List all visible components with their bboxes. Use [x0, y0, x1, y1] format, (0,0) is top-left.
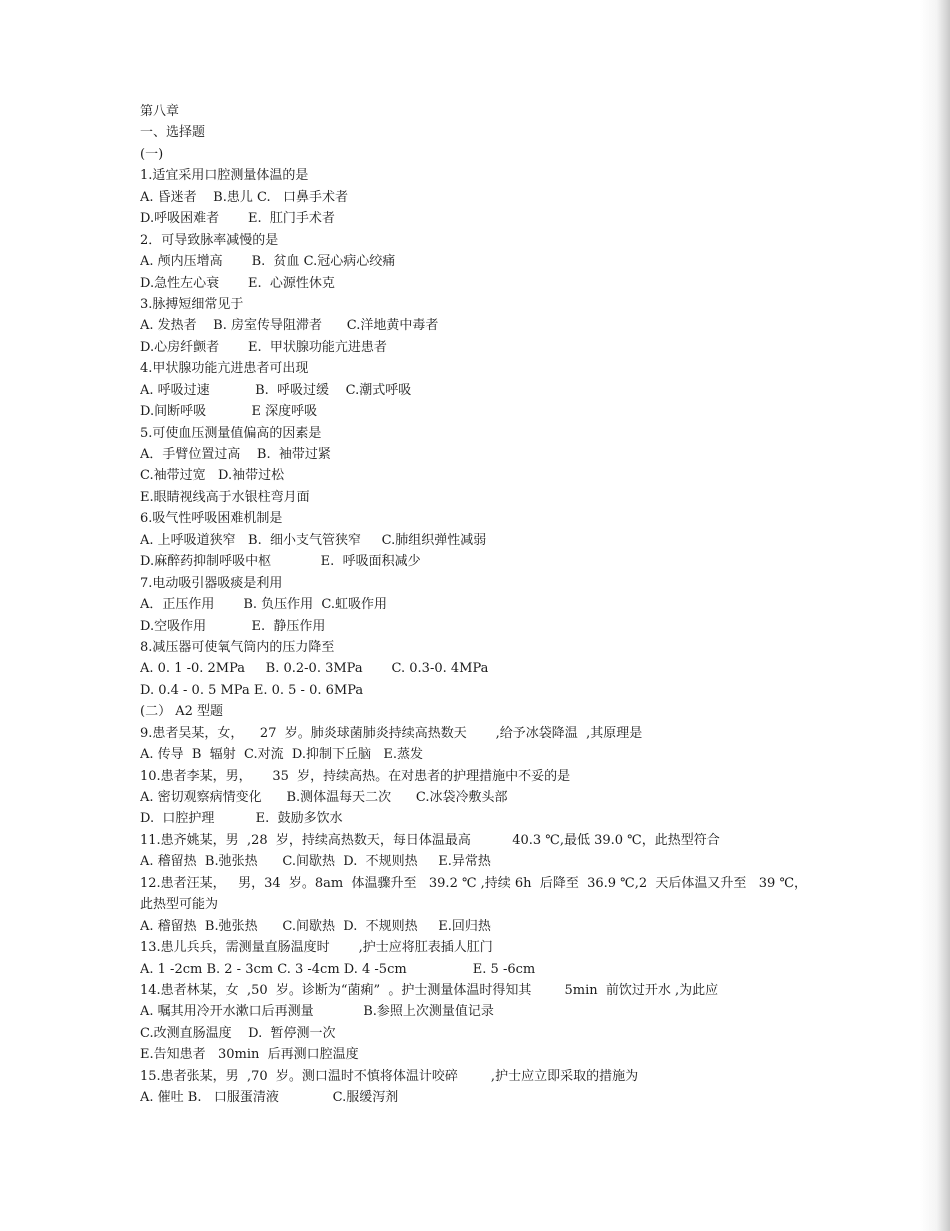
text-line: 4.甲状腺功能亢进患者可出现	[140, 361, 309, 377]
text-line: 7.电动吸引器吸痰是利用	[140, 575, 283, 591]
text-line: C.袖带过宽 D.袖带过松	[140, 468, 285, 484]
text-line: A. 催吐 B. 口服蛋清液 C.服缓泻剂	[140, 1090, 399, 1106]
text-line: A. 上呼吸道狭窄 B. 细小支气管狭窄 C.肺组织弹性减弱	[140, 532, 487, 548]
text-line: 12.患者汪某， 男，34 岁。8am 体温骤升至 39.2 ℃ ,持续 6h 后降至 36.9 ℃,2 天后体温又升至 39 ℃，	[140, 875, 807, 891]
text-line: A. 嘱其用冷开水漱口后再测量 B.参照上次测量值记录	[140, 1004, 494, 1020]
page-edge-shadow	[920, 0, 950, 1231]
text-line: (一)	[140, 146, 164, 162]
text-line: A. 稽留热 B.弛张热 C.间歇热 D. 不规则热 E.异常热	[140, 854, 491, 870]
text-line: A. 发热者 B. 房室传导阻滞者 C.洋地黄中毒者	[140, 318, 439, 334]
text-line: 14.患者林某，女 ,50 岁。诊断为“菌痢” 。护士测量体温时得知其 5min 前饮过开水 ,为此应	[140, 982, 719, 998]
text-line: D.心房纤颤者 E. 甲状腺功能亢进患者	[140, 339, 387, 355]
text-line: 13.患儿兵兵，需测量直肠温度时 ,护士应将肛表插人肛门	[140, 940, 493, 956]
text-line: A. 传导 B 辐射 C.对流 D.抑制下丘脑 E.蒸发	[140, 747, 423, 763]
text-line: 3.脉搏短细常见于	[140, 296, 244, 312]
text-line: 11.患齐姚某，男 ,28 岁，持续高热数天，每日体温最高 40.3 ℃,最低 39.0 ℃，此热型符合	[140, 832, 720, 848]
text-line: 5.可使血压测量值偏高的因素是	[140, 425, 322, 441]
text-line: A．正压作用 B. 负压作用 C.虹吸作用	[140, 597, 388, 613]
text-line: D.呼吸困难者 E. 肛门手术者	[140, 211, 335, 227]
text-line: 一、选择题	[140, 125, 206, 141]
text-line: D. 口腔护理 E. 鼓励多饮水	[140, 811, 343, 827]
text-line: A．手臂位置过高 B. 袖带过紧	[140, 447, 331, 462]
text-line: A. 呼吸过速 B. 呼吸过缓 C.潮式呼吸	[140, 382, 412, 398]
text-line: D.急性左心衰 E. 心源性休克	[140, 275, 335, 291]
text-line: D. 0.4 - 0. 5 MPa E. 0. 5 - 0. 6MPa	[140, 682, 364, 698]
text-line: 2．可导致脉率减慢的是	[140, 232, 279, 248]
text-line: E.眼睛视线高于水银柱弯月面	[140, 489, 310, 505]
text-line: 1.适宜采用口腔测量体温的是	[140, 168, 309, 184]
document-body	[140, 101, 840, 1109]
text-line: D.间断呼吸 E 深度呼吸	[140, 404, 318, 420]
text-line: 15.患者张某，男 ,70 岁。测口温时不慎将体温计咬碎 ,护士应立即采取的措施为	[140, 1068, 639, 1084]
text-line: 此热型可能为	[140, 897, 219, 913]
text-line: (二） A2 型题	[140, 704, 223, 720]
text-line: A. 颅内压增高 B. 贫血 C.冠心病心绞痛	[140, 254, 396, 270]
text-line: D.空吸作用 E. 静压作用	[140, 618, 326, 634]
text-line: D.麻醉药抑制呼吸中枢 E. 呼吸面积减少	[140, 554, 421, 570]
text-line: A. 稽留热 B.弛张热 C.间歇热 D. 不规则热 E.回归热	[140, 918, 491, 934]
text-line: 6.吸气性呼吸困难机制是	[140, 511, 283, 527]
text-line: A. 昏迷者 B.患儿 C. 口鼻手术者	[140, 189, 349, 205]
text-line: 8.减压器可使氧气筒内的压力降至	[140, 639, 335, 655]
text-line: A. 1 -2cm B. 2 - 3cm C. 3 -4cm D. 4 -5cm E. 5 -6cm	[140, 961, 536, 977]
text-line: 第八章	[140, 104, 180, 119]
text-line: A. 0. 1 -0. 2MPa B. 0.2-0. 3MPa C. 0.3-0. 4MPa	[140, 661, 489, 677]
text-line: 9.患者吴某，女， 27 岁。肺炎球菌肺炎持续高热数天 ,给予冰袋降温 ,其原理是	[140, 725, 643, 741]
text-line: 10.患者李某，男， 35 岁，持续高热。在对患者的护理措施中不妥的是	[140, 768, 571, 784]
text-line: E.告知患者 30min 后再测口腔温度	[140, 1047, 359, 1063]
text-line: C.改测直肠温度 D. 暂停测一次	[140, 1025, 336, 1041]
text-line: A. 密切观察病情变化 B.测体温每天二次 C.冰袋冷敷头部	[140, 790, 508, 805]
